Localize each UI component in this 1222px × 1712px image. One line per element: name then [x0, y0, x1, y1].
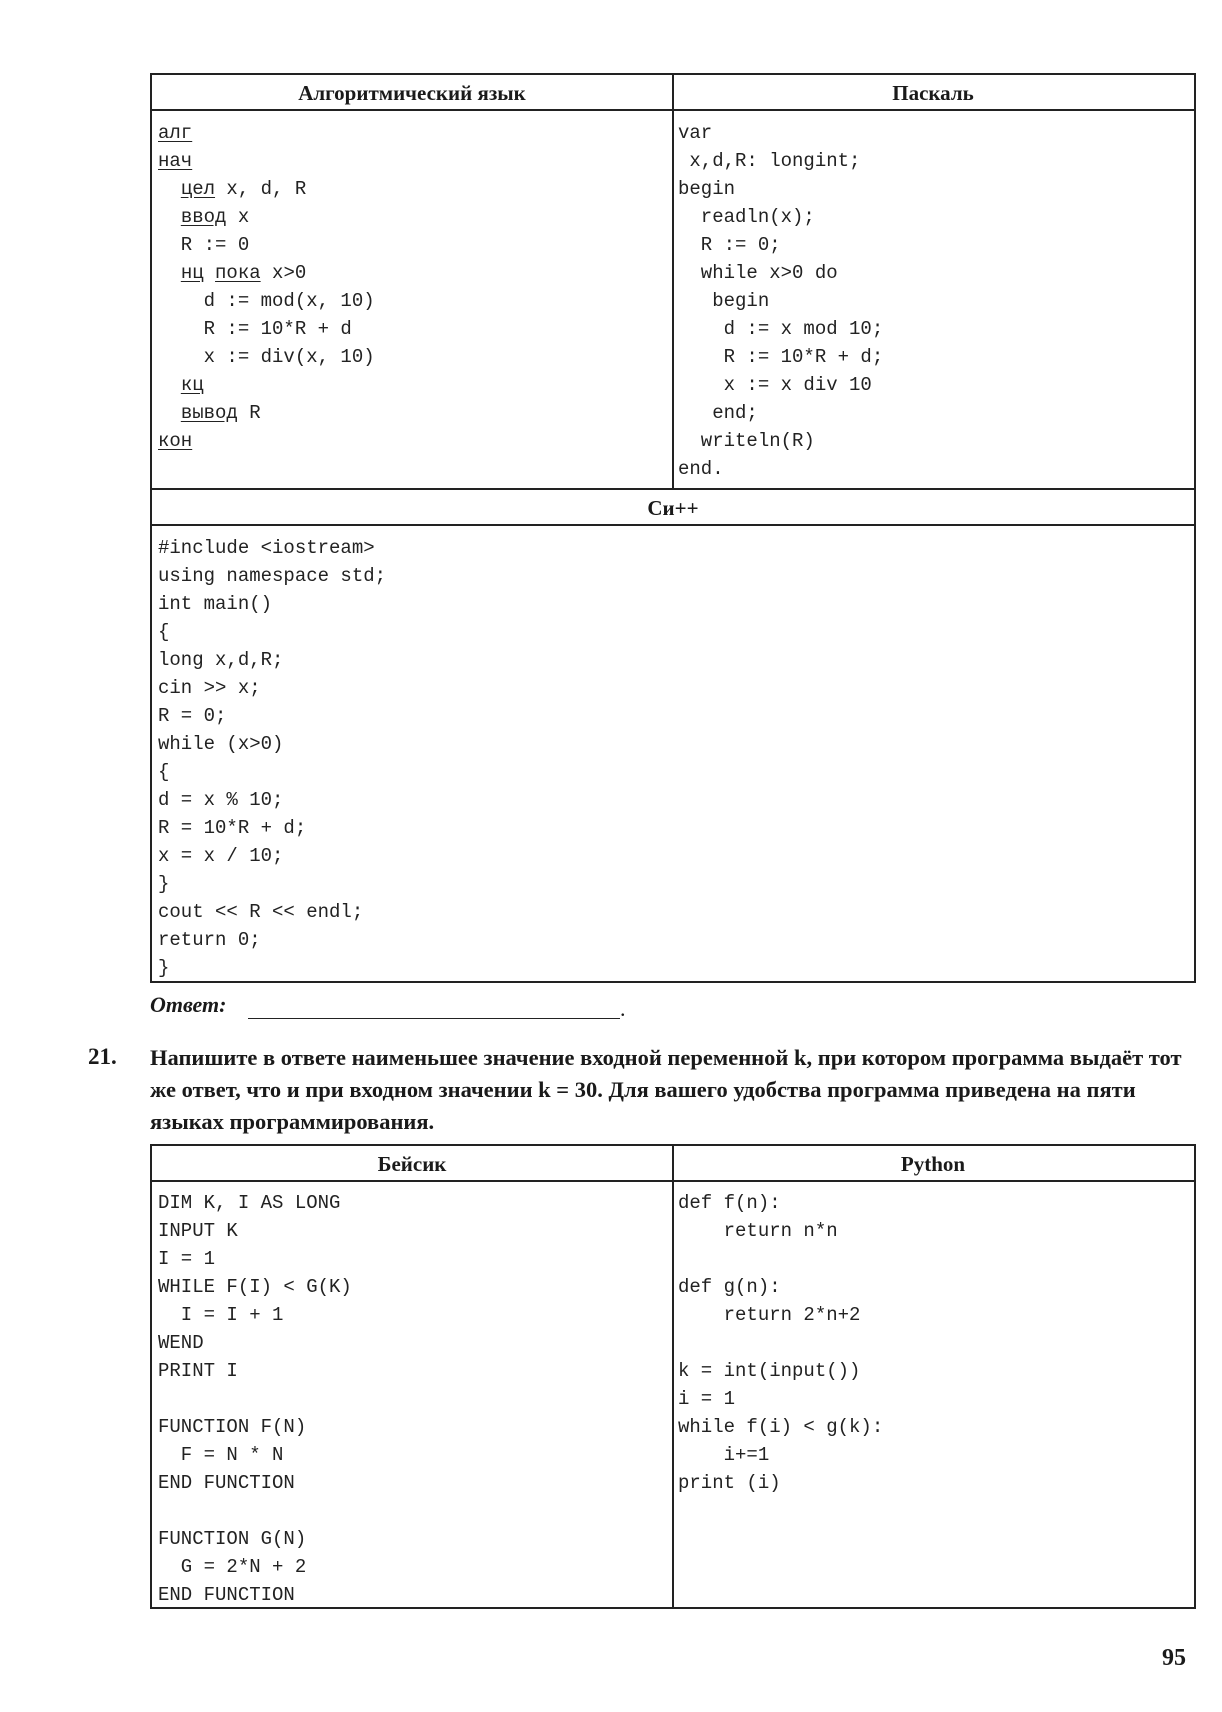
python-code-line: return 2*n+2 — [678, 1304, 861, 1326]
cpp-code-line: { — [158, 761, 170, 783]
header-pascal: Паскаль — [672, 75, 1194, 111]
algorithmic-code-line: цел x, d, R — [180, 178, 307, 200]
column-divider — [672, 75, 674, 488]
page-number: 95 — [1162, 1645, 1186, 1671]
basic-code-line: I = I + 1 — [158, 1304, 284, 1326]
header-algorithmic-language: Алгоритмический язык — [152, 75, 672, 111]
header-basic: Бейсик — [152, 1146, 672, 1182]
pascal-code-line: R := 10*R + d; — [678, 346, 884, 368]
code-table-1 — [150, 73, 1196, 983]
algorithmic-code-line: алг — [158, 122, 193, 144]
pascal-code-line: x,d,R: longint; — [678, 150, 861, 172]
basic-code-line — [158, 1385, 352, 1413]
python-code-line: i+=1 — [678, 1444, 770, 1466]
cpp-code-line: x = x / 10; — [158, 845, 284, 867]
basic-code-line: G = 2*N + 2 — [158, 1556, 307, 1578]
python-code-line: while f(i) < g(k): — [678, 1416, 884, 1438]
python-code-line: return n*n — [678, 1220, 838, 1242]
algorithmic-code-line: нц пока x>0 — [180, 262, 307, 284]
pascal-code-line: while x>0 do — [678, 262, 838, 284]
python-code-line: k = int(input()) — [678, 1360, 861, 1382]
algorithmic-code-line: кон — [158, 430, 193, 452]
algorithmic-code-line: вывод R — [180, 402, 261, 424]
cpp-code-line: d = x % 10; — [158, 789, 284, 811]
pascal-code-line: R := 0; — [678, 234, 781, 256]
cpp-code-line: } — [158, 873, 170, 895]
cpp-code-line: long x,d,R; — [158, 649, 284, 671]
cpp-code-line: return 0; — [158, 929, 261, 951]
basic-code-line: WHILE F(I) < G(K) — [158, 1276, 352, 1298]
basic-code-line: PRINT I — [158, 1360, 238, 1382]
python-code-line: def f(n): — [678, 1192, 781, 1214]
algorithmic-code-line: R := 0 — [158, 234, 250, 256]
basic-code-line: END FUNCTION — [158, 1584, 295, 1606]
task-text: Напишите в ответе наименьшее значение входной переменной k, при котором программа выдаёт тот же ответ, что и при входном значении k = 30. Для вашего удобства программа приведена на пяти языках программирования. — [150, 1045, 1182, 1134]
pascal-code-line: var — [678, 122, 713, 144]
pascal-code-line: readln(x); — [678, 206, 815, 228]
python-code-line: def g(n): — [678, 1276, 781, 1298]
code-table-2 — [150, 1144, 1196, 1609]
python-code-line — [678, 1329, 883, 1357]
pascal-code-line: d := x mod 10; — [678, 318, 884, 340]
python-code — [678, 1189, 883, 1497]
header-python: Python — [672, 1146, 1194, 1182]
pascal-code-line: writeln(R) — [678, 430, 815, 452]
header-cpp: Си++ — [152, 490, 1194, 526]
basic-code-line: INPUT K — [158, 1220, 238, 1242]
basic-code-line: DIM K, I AS LONG — [158, 1192, 341, 1214]
basic-code-line: I = 1 — [158, 1248, 216, 1270]
cpp-code-line: { — [158, 621, 170, 643]
algorithmic-code — [158, 119, 375, 455]
answer-field[interactable] — [248, 1018, 620, 1019]
pascal-code-line: x := x div 10 — [678, 374, 872, 396]
algorithmic-code-line: d := mod(x, 10) — [158, 290, 375, 312]
algorithmic-code-line: ввод x — [180, 206, 250, 228]
basic-code — [158, 1189, 352, 1609]
basic-code-line: FUNCTION G(N) — [158, 1528, 307, 1550]
cpp-code-line: R = 10*R + d; — [158, 817, 307, 839]
python-code-line: print (i) — [678, 1472, 781, 1494]
algorithmic-code-line: R := 10*R + d — [158, 318, 352, 340]
cpp-code-line: cin >> x; — [158, 677, 261, 699]
python-code-line: i = 1 — [678, 1388, 736, 1410]
cpp-code-line: while (x>0) — [158, 733, 284, 755]
cpp-code — [158, 534, 386, 982]
basic-code-line: END FUNCTION — [158, 1472, 295, 1494]
cpp-code-line: #include <iostream> — [158, 537, 375, 559]
answer-period: . — [620, 996, 626, 1021]
algorithmic-code-line: кц — [180, 374, 204, 396]
algorithmic-code-line: нач — [158, 150, 193, 172]
basic-code-line — [158, 1497, 352, 1525]
cpp-code-line: } — [158, 957, 170, 979]
answer-label: Ответ: — [150, 992, 227, 1017]
basic-code-line: F = N * N — [158, 1444, 284, 1466]
pascal-code-line: begin — [678, 178, 736, 200]
column-divider — [672, 1146, 674, 1607]
pascal-code-line: end. — [678, 458, 724, 480]
algorithmic-code-line: x := div(x, 10) — [158, 346, 375, 368]
pascal-code-line: begin — [678, 290, 770, 312]
python-code-line — [678, 1245, 883, 1273]
cpp-code-line: int main() — [158, 593, 273, 615]
cpp-code-line: using namespace std; — [158, 565, 387, 587]
cpp-code-line: R = 0; — [158, 705, 227, 727]
task-number: 21. — [88, 1044, 117, 1069]
basic-code-line: WEND — [158, 1332, 204, 1354]
basic-code-line: FUNCTION F(N) — [158, 1416, 307, 1438]
pascal-code-line: end; — [678, 402, 758, 424]
cpp-code-line: cout << R << endl; — [158, 901, 364, 923]
pascal-code — [678, 119, 883, 483]
